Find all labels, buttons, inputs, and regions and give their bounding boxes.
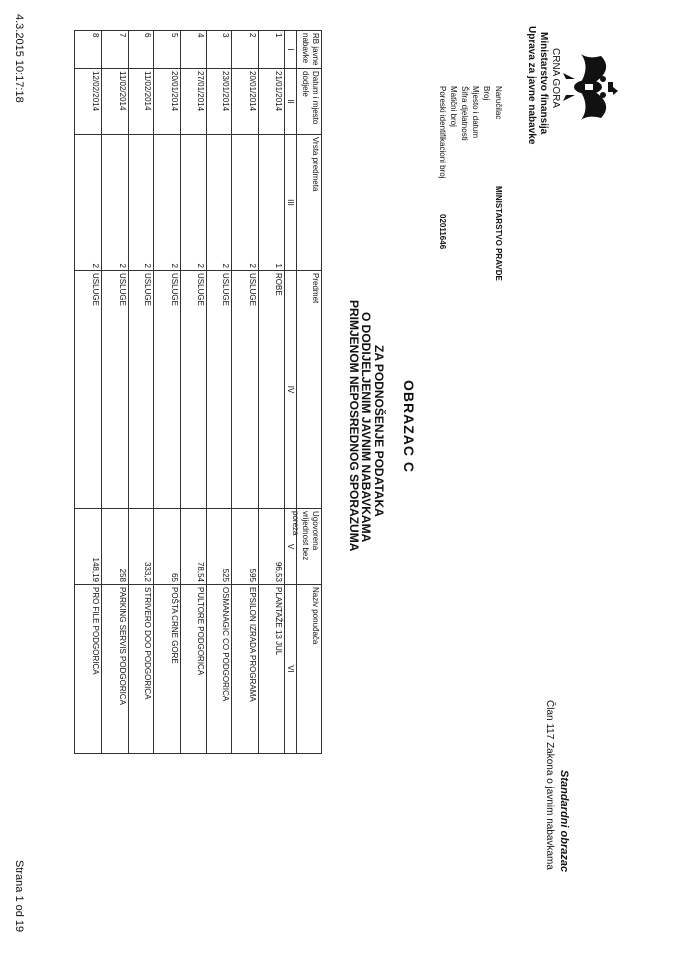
subject-cell: USLUGE: [206, 270, 231, 508]
rb-cell: 4: [180, 30, 206, 68]
standard-form-subtitle: Član 117 Zakona o javnim nabavkama: [544, 700, 555, 870]
form-title: OBRAZAC C: [401, 380, 417, 473]
supplier-cell: POŠTA CRNE GORE: [153, 584, 180, 754]
rb-cell: 7: [101, 30, 128, 68]
date-cell: 11/02/2014: [101, 68, 128, 134]
roman-cell: V: [284, 508, 296, 584]
rb-cell: 2: [231, 30, 258, 68]
supplier-cell: PARKING SERVIS PODGORICA: [101, 584, 128, 754]
type-cell: 2: [101, 134, 128, 270]
info-label-number: Broj: [482, 86, 491, 101]
roman-cell: II: [284, 68, 296, 134]
standard-form-title: Standardni obrazac: [558, 770, 570, 873]
value-cell: 96,53: [258, 508, 284, 584]
info-label-client: Naručilac: [494, 86, 503, 120]
table-row: [153, 30, 181, 754]
form-title-line-2: O DODIJELJENIM JAVNIM NABAVKAMA: [359, 312, 373, 543]
date-cell: 11/02/2014: [128, 68, 153, 134]
info-label-registration-number: Matični broj: [449, 86, 458, 127]
table-row: [258, 30, 285, 754]
roman-cell: IV: [284, 270, 296, 508]
header-cell: Naziv ponuđača: [297, 584, 321, 754]
supplier-cell: PRO FILE PODGORICA: [75, 584, 101, 754]
tax-id-value: 02011646: [438, 214, 447, 250]
client-name: MINISTARSTVO PRAVDE: [494, 186, 503, 281]
office-name: Uprava za javne nabavke: [526, 26, 537, 145]
supplier-cell: OSMANAGIC CO PODGORICA: [206, 584, 231, 754]
date-cell: 27/01/2014: [180, 68, 206, 134]
supplier-cell: STRIVERO DOO PODGORICA: [128, 584, 153, 754]
header-cell: RB javne nabavke: [297, 30, 321, 68]
rb-cell: 6: [128, 30, 153, 68]
subject-cell: USLUGE: [153, 270, 180, 508]
table-row: [180, 30, 207, 754]
form-title-line-1: ZA PODNOŠENJE PODATAKA: [372, 345, 386, 517]
subject-cell: ROBE: [258, 270, 284, 508]
type-cell: 2: [75, 134, 101, 270]
type-cell: 2: [231, 134, 258, 270]
value-cell: 78,54: [180, 508, 206, 584]
subject-cell: USLUGE: [180, 270, 206, 508]
table-row: [74, 30, 102, 754]
roman-numeral-row: [284, 30, 297, 754]
form-title-line-3: PRIMJENOM NEPOSREDNOG SPORAZUMA: [347, 300, 361, 552]
subject-cell: USLUGE: [231, 270, 258, 508]
subject-cell: USLUGE: [101, 270, 128, 508]
type-cell: 1: [258, 134, 284, 270]
print-timestamp: 4.3.2015 10:17:18: [13, 14, 25, 103]
value-cell: 525: [206, 508, 231, 584]
value-cell: 148,19: [75, 508, 101, 584]
rb-cell: 5: [153, 30, 180, 68]
rb-cell: 8: [75, 30, 101, 68]
info-label-activity-code: Šifra djelatnosti: [460, 86, 469, 141]
type-cell: 2: [180, 134, 206, 270]
header-cell: Ugovorena vrijednost bez poreza: [297, 508, 321, 584]
header-cell: Vrsta predmeta: [297, 134, 321, 270]
table-row: [206, 30, 232, 754]
page-number: Strana 1 od 19: [13, 860, 25, 933]
supplier-cell: PLANTAŽE 13 JUL: [258, 584, 284, 754]
date-cell: 20/01/2014: [153, 68, 180, 134]
value-cell: 65: [153, 508, 180, 584]
date-cell: 12/02/2014: [75, 68, 101, 134]
info-label-tax-id: Poreski identifikacioni broj: [438, 86, 447, 179]
supplier-cell: EPSILON IZRADA PROGRAMA: [231, 584, 258, 754]
roman-cell: VI: [284, 584, 296, 754]
header-cell: Datum i mjesto dodjele: [297, 68, 321, 134]
ministry-name: Ministarstvo finansija: [538, 32, 549, 135]
value-cell: 333,2: [128, 508, 153, 584]
date-cell: 20/01/2014: [231, 68, 258, 134]
type-cell: 2: [153, 134, 180, 270]
type-cell: 2: [128, 134, 153, 270]
date-cell: 23/01/2014: [206, 68, 231, 134]
table-header-row: [291, 30, 322, 754]
rb-cell: 3: [206, 30, 231, 68]
roman-cell: I: [284, 30, 296, 68]
supplier-cell: PULTORE PODGORICA: [180, 584, 206, 754]
info-label-place-date: Mjesto i datum: [471, 86, 480, 139]
subject-cell: USLUGE: [75, 270, 101, 508]
value-cell: 258: [101, 508, 128, 584]
table-row: [231, 30, 259, 754]
type-cell: 2: [206, 134, 231, 270]
value-cell: 595: [231, 508, 258, 584]
header-cell: Predmet: [297, 270, 321, 508]
country-name: CRNA GORA: [550, 48, 561, 109]
rb-cell: 1: [258, 30, 284, 68]
table-row: [128, 30, 154, 754]
coat-of-arms-icon: [557, 48, 621, 126]
roman-cell: III: [284, 134, 296, 270]
date-cell: 21/01/2014: [258, 68, 284, 134]
subject-cell: USLUGE: [128, 270, 153, 508]
table-row: [101, 30, 129, 754]
